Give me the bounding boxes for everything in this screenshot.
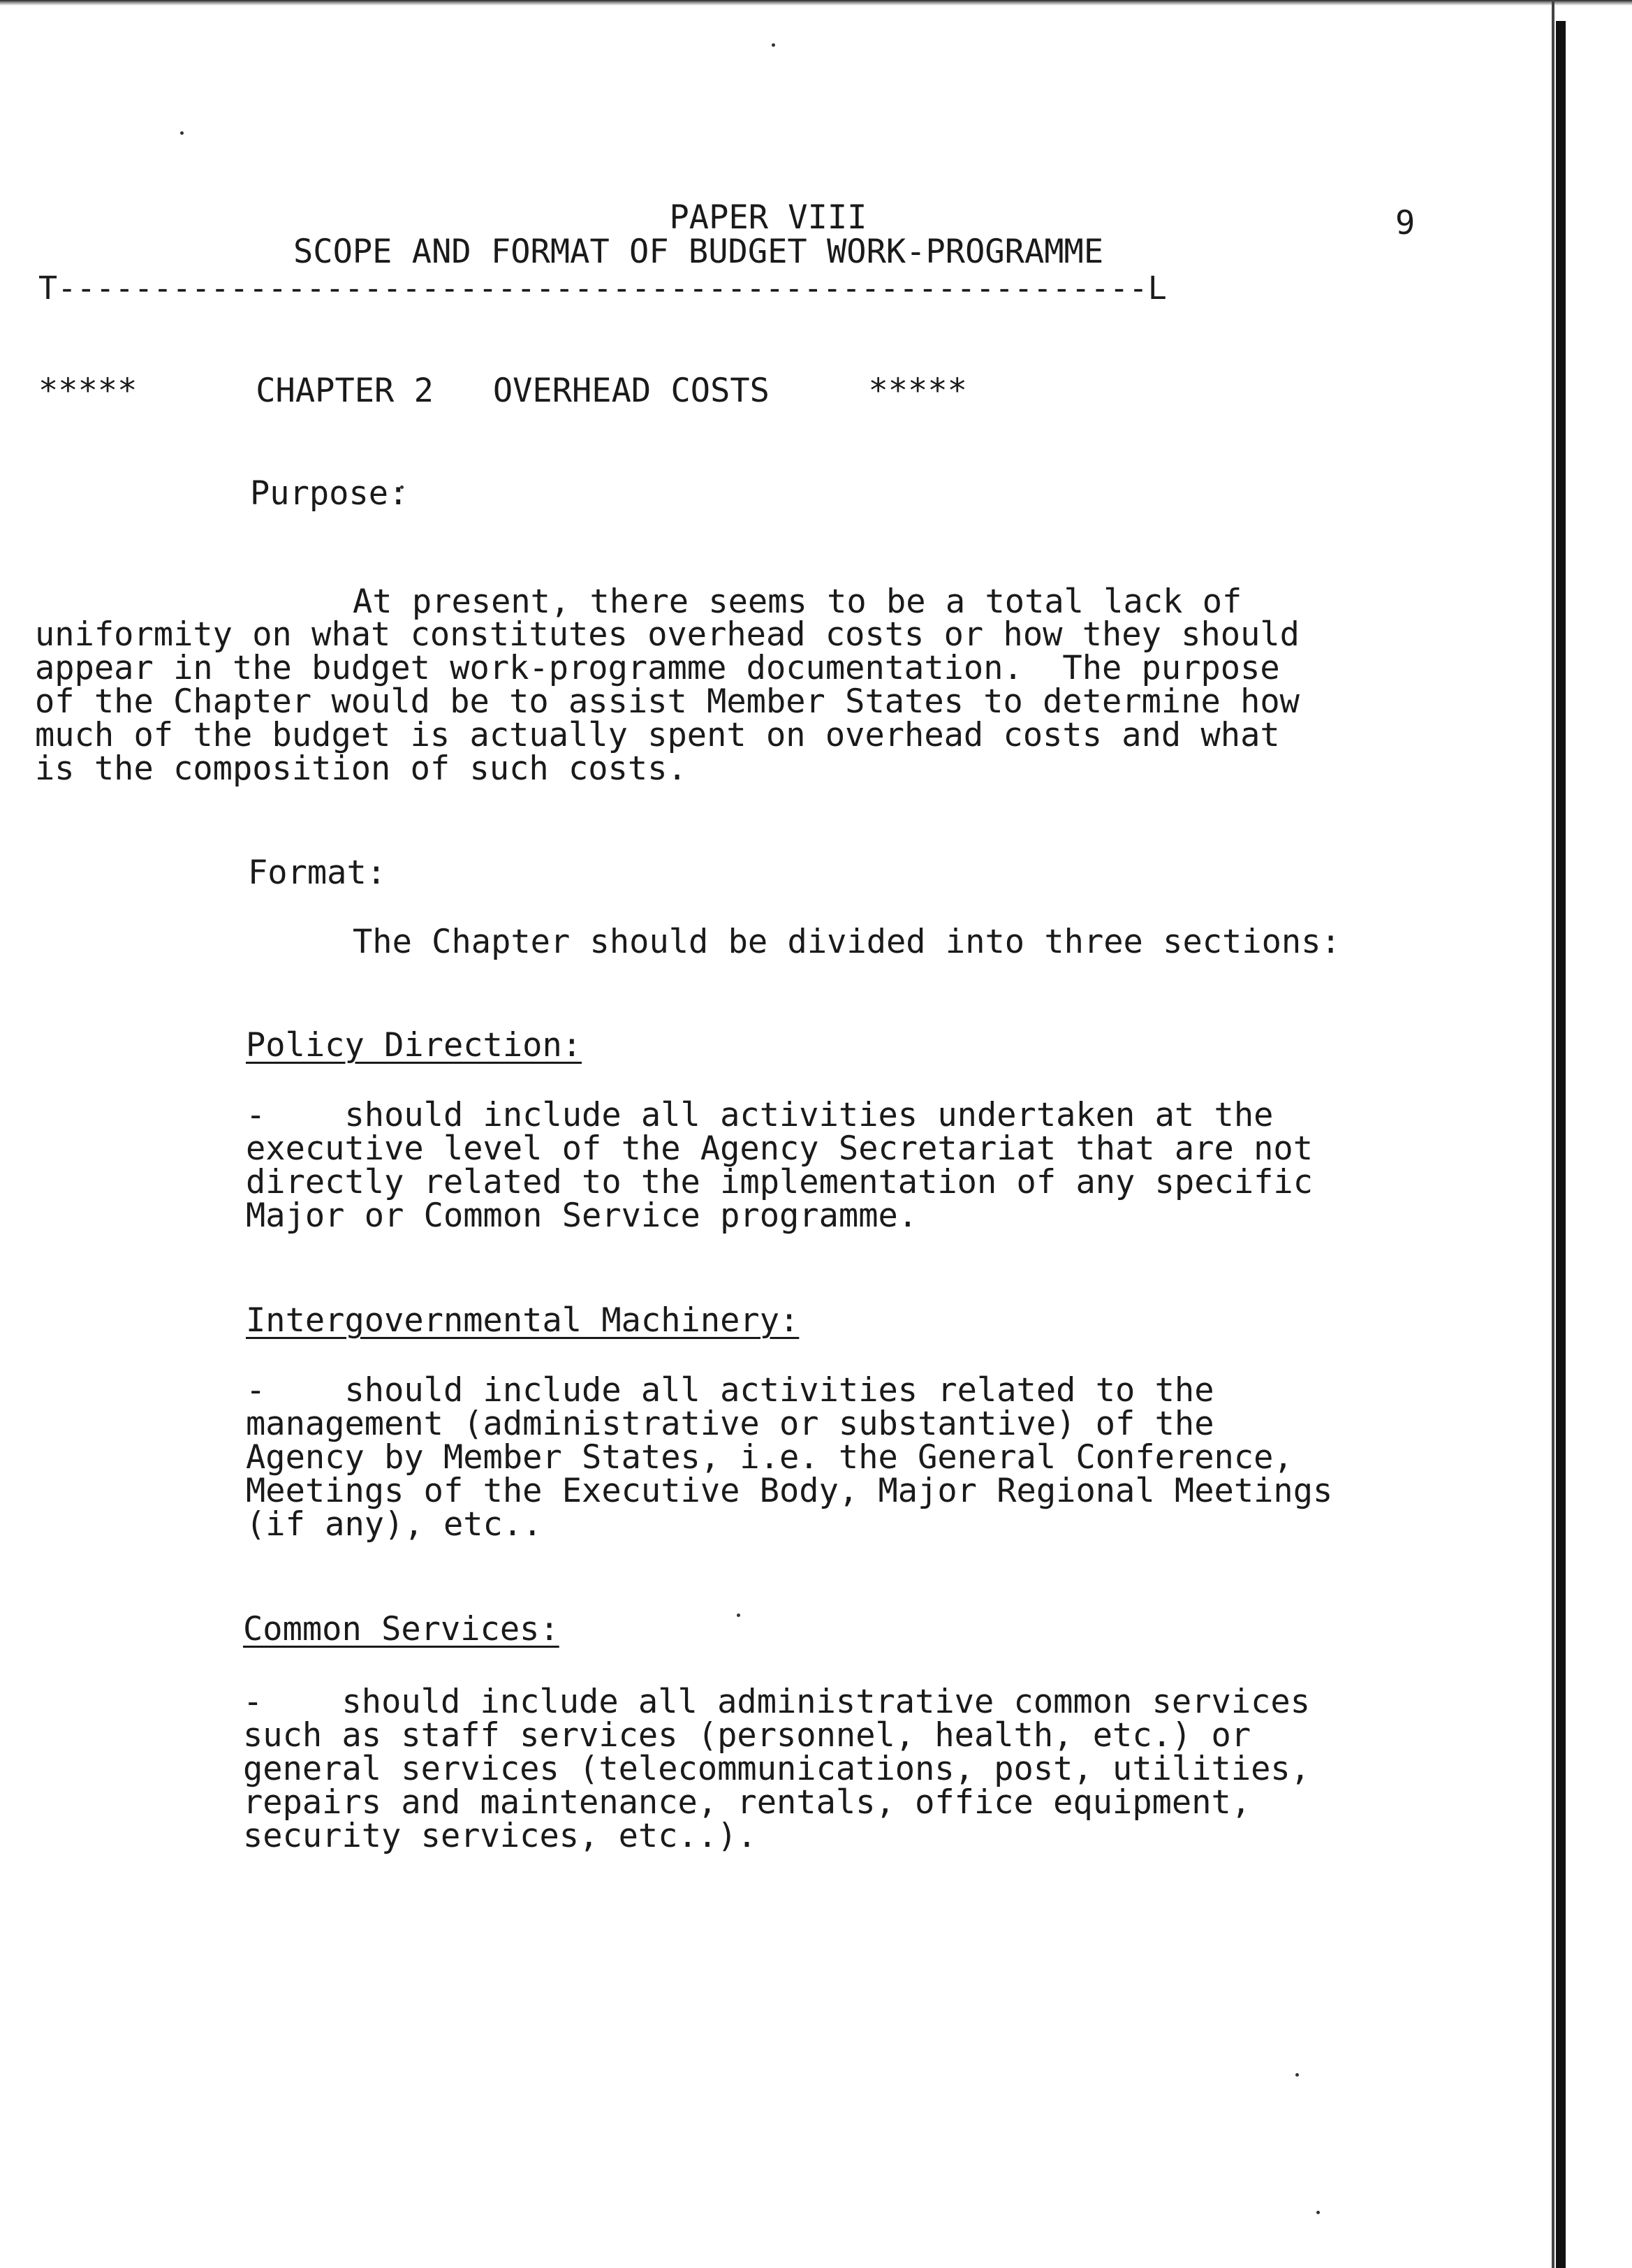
- scan-speck: [737, 1614, 740, 1617]
- purpose-line: of the Chapter would be to assist Member States to determine how: [35, 682, 1300, 721]
- purpose-line: much of the budget is actually spent on overhead costs and what: [35, 716, 1280, 754]
- section-line: general services (telecommunications, post, utilities,: [243, 1750, 1311, 1788]
- format-heading: Format:: [248, 854, 387, 892]
- scan-speck: [1295, 2073, 1299, 2077]
- section-line: repairs and maintenance, rentals, office equipment,: [243, 1783, 1251, 1822]
- section-line: management (administrative or substantive) of the: [246, 1405, 1214, 1443]
- purpose-line: is the composition of such costs.: [35, 749, 687, 788]
- purpose-heading: Purpose:: [250, 474, 409, 513]
- format-intro: The Chapter should be divided into three sections:: [353, 923, 1341, 961]
- purpose-line: At present, there seems to be a total lack of: [353, 583, 1242, 621]
- document-title: SCOPE AND FORMAT OF BUDGET WORK-PROGRAMME: [293, 233, 1104, 271]
- header-rule: T---------------------------------------------------------L: [38, 270, 1168, 307]
- chapter-heading: ***** CHAPTER 2 OVERHEAD COSTS *****: [38, 372, 967, 410]
- scan-right-edge-thin: [1552, 0, 1554, 2268]
- section-line: Meetings of the Executive Body, Major Regional Meetings: [246, 1472, 1333, 1510]
- section-line: - should include all administrative common services: [243, 1683, 1311, 1721]
- scan-speck: [180, 131, 184, 135]
- section-line: directly related to the implementation of any specific: [246, 1163, 1314, 1201]
- section-line: - should include all activities undertaken at the: [246, 1096, 1274, 1134]
- scan-speck: [1316, 2211, 1320, 2214]
- section-line: (if any), etc..: [246, 1505, 543, 1544]
- purpose-line: uniformity on what constitutes overhead costs or how they should: [35, 615, 1300, 654]
- scan-right-edge: [1556, 21, 1566, 2268]
- section-line: executive level of the Agency Secretariat that are not: [246, 1129, 1314, 1168]
- paper-label: PAPER VIII: [669, 198, 867, 237]
- section-heading-policy-direction: Policy Direction:: [246, 1026, 582, 1065]
- section-line: security services, etc..).: [243, 1817, 757, 1855]
- scan-top-edge: [0, 0, 1632, 6]
- section-line: Agency by Member States, i.e. the General Conference,: [246, 1438, 1293, 1477]
- section-heading-common-services: Common Services:: [243, 1610, 559, 1648]
- section-line: such as staff services (personnel, health, etc.) or: [243, 1716, 1251, 1755]
- section-line: - should include all activities related to the: [246, 1371, 1214, 1410]
- section-line: Major or Common Service programme.: [246, 1197, 918, 1235]
- page-number: 9: [1395, 204, 1416, 242]
- scan-speck: [772, 43, 775, 47]
- section-heading-intergovernmental-machinery: Intergovernmental Machinery:: [246, 1301, 800, 1340]
- purpose-line: appear in the budget work-programme documentation. The purpose: [35, 649, 1280, 687]
